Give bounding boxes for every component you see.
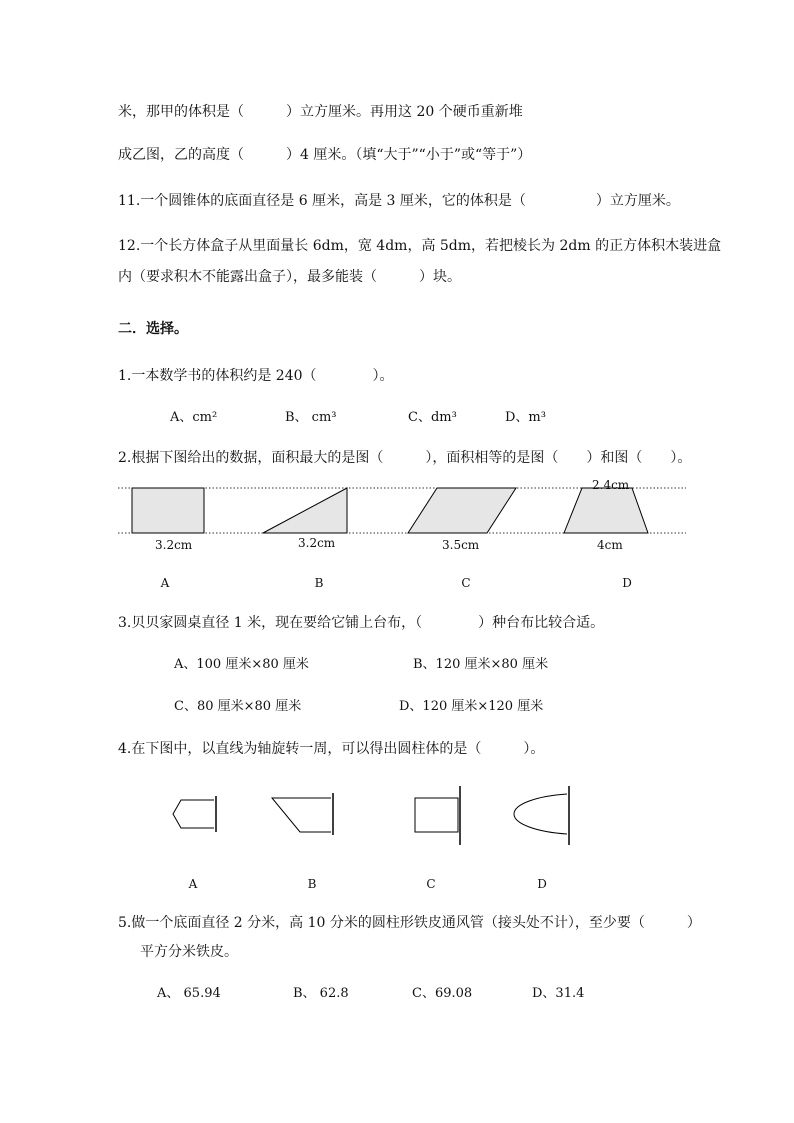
shape-c-outline (415, 798, 458, 832)
q4-label-b: B (307, 877, 317, 891)
choice-question-4: 4.在下图中，以直线为轴旋转一周，可以得出圆柱体的是（ ）。 (118, 741, 545, 757)
q3-option-a: A、100 厘米×80 厘米 (174, 657, 309, 672)
text-line-1: 米，那甲的体积是（ ）立方厘米。再用这 20 个硬币重新堆 (118, 104, 523, 120)
q5-option-d: D、31.4 (532, 986, 585, 1001)
q3-option-b: B、120 厘米×80 厘米 (413, 657, 549, 672)
shape-c-dimension: 3.5cm (442, 538, 480, 552)
question-12-line-1: 12.一个长方体盒子从里面量长 6dm，宽 4dm，高 5dm，若把棱长为 2dm 的正方体积木装进盒 (118, 238, 722, 254)
q1-option-c: C、dm³ (408, 410, 457, 425)
text-line-2: 成乙图，乙的高度（ ）4 厘米。（填“大于”“小于”或“等于”） (118, 147, 532, 163)
shape-d-top-dimension: 2.4cm (592, 478, 630, 492)
shape-b-outline (272, 798, 331, 832)
q2-label-c: C (461, 576, 471, 590)
q5-option-a: A、 65.94 (157, 986, 221, 1001)
q2-label-a: A (160, 576, 170, 590)
choice-question-5-line-2: 平方分米铁皮。 (140, 944, 238, 960)
q4-label-d: D (537, 877, 547, 891)
choice-question-2: 2.根据下图给出的数据，面积最大的是图（ ），面积相等的是图（ ）和图（ ）。 (118, 450, 692, 466)
q1-option-d: D、m³ (505, 410, 546, 425)
shape-b-dimension: 3.2cm (298, 536, 336, 550)
q1-option-a: A、cm² (170, 410, 218, 425)
q2-label-b: B (314, 576, 324, 590)
shape-a-dimension: 3.2cm (155, 538, 193, 552)
q5-option-b: B、 62.8 (293, 986, 349, 1001)
q4-label-a: A (188, 877, 198, 891)
shape-a-outline (173, 800, 214, 828)
q1-option-b: B、 cm³ (285, 410, 337, 425)
choice-question-3: 3.贝贝家圆桌直径 1 米，现在要给它铺上台布，（ ）种台布比较合适。 (118, 615, 605, 631)
question-12-line-2: 内（要求积木不能露出盒子），最多能装（ ）块。 (118, 269, 461, 285)
q4-label-c: C (426, 877, 436, 891)
section-heading: 二．选择。 (118, 321, 188, 337)
q3-option-c: C、80 厘米×80 厘米 (174, 699, 302, 714)
q3-option-d: D、120 厘米×120 厘米 (399, 699, 544, 714)
choice-question-5-line-1: 5.做一个底面直径 2 分米，高 10 分米的圆柱形铁皮通风管（接头处不计），至少要（ ） (118, 915, 701, 931)
q2-label-d: D (622, 576, 632, 590)
shape-d-bottom-dimension: 4cm (597, 538, 623, 552)
shape-d-outline (514, 794, 567, 834)
question-11: 11.一个圆锥体的底面直径是 6 厘米，高是 3 厘米，它的体积是（ ）立方厘米。 (118, 193, 680, 209)
q5-option-c: C、69.08 (412, 986, 473, 1001)
choice-question-1: 1.一本数学书的体积约是 240（ ）。 (118, 368, 394, 384)
